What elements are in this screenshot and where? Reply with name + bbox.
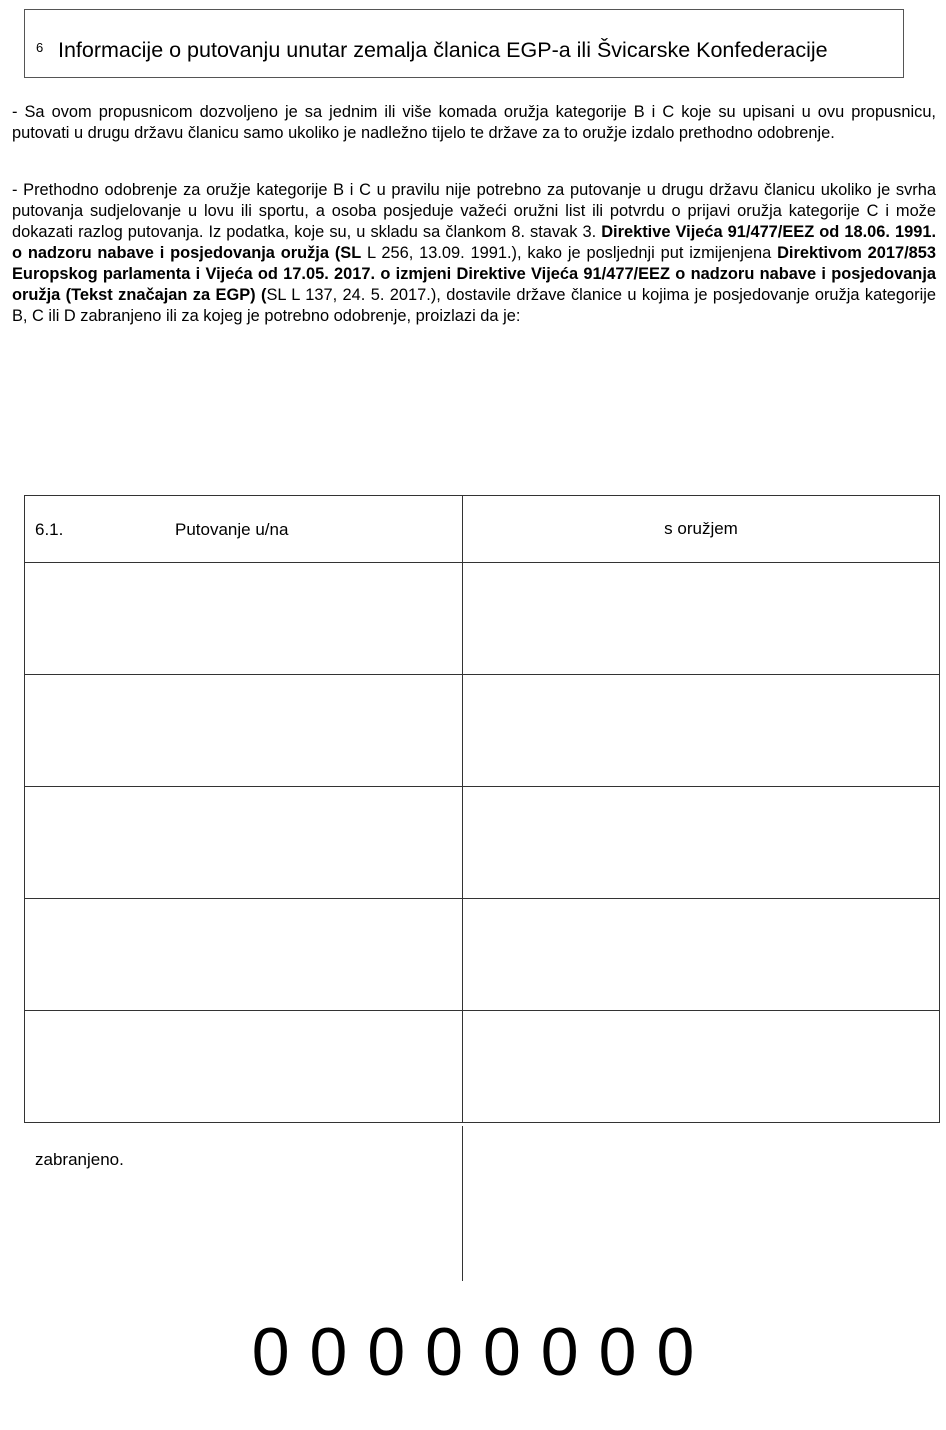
destination-cell	[25, 787, 463, 899]
destination-cell	[25, 675, 463, 787]
footer-divider	[462, 1126, 463, 1281]
table-header-row	[25, 496, 940, 563]
table-number: 6.1.	[35, 520, 64, 539]
paragraph-text: L 256, 13.09. 1991.), kako je posljednji put izmijenjena	[361, 244, 778, 262]
weapon-cell	[463, 675, 940, 787]
weapon-cell	[463, 1011, 940, 1123]
directive-amendment-bold: Direktivom 2017/853 Europskog parlamenta i Vijeća od 17.05. 2017. o izmjeni Direktive Vijeća 91/477/EEZ o nadzoru nabave i posjedovanja oružja (Tekst značajan za EGP) (	[12, 244, 936, 304]
weapon-cell	[463, 787, 940, 899]
table-row	[25, 1011, 940, 1123]
table-row	[25, 675, 940, 787]
footer-note: zabranjeno.	[35, 1150, 124, 1169]
column-header-destination: Putovanje u/na	[175, 520, 289, 539]
destination-cell	[25, 899, 463, 1011]
table-row	[25, 787, 940, 899]
weapon-cell	[463, 899, 940, 1011]
weapon-cell	[463, 563, 940, 675]
paragraph-text: - Prethodno odobrenje za oružje kategorije B i C u pravilu nije potrebno za putovanje u drugu državu članicu ukoliko je svrha putovanja sudjelovanje u lovu ili sportu, a osoba posjeduje važeći oružni list ili potvrdu o prijavi oružja kategorije C i može dokazati razlog putovanja. Iz podatka, koje su, u skladu sa člankom 8. stavak 3.	[12, 181, 936, 241]
directive-reference-bold: Direktive Vijeća 91/477/EEZ od 18.06. 1991. o nadzoru nabave i posjedovanja oružja (SL	[12, 223, 937, 262]
header-cell-destination	[25, 496, 463, 563]
table-row	[25, 899, 940, 1011]
paragraph-text: SL L 137, 24. 5. 2017.), dostavile države članice u kojima je posjedovanje oružja kategorije B, C ili D zabranjeno ili za kojeg je potrebno odobrenje, proizlazi da je:	[12, 286, 936, 325]
destination-cell	[25, 563, 463, 675]
paragraph-prior-approval	[12, 180, 936, 327]
paragraph-permit-rule: - Sa ovom propusnicom dozvoljeno je sa jednim ili više komada oružja kategorije B i C koje su upisani u ovu propusnicu, putovati u drugu državu članicu samo ukoliko je nadležno tijelo te države za to oružje izdalo prethodno odobrenje.	[12, 103, 936, 142]
section-header-box	[24, 9, 904, 78]
travel-table	[24, 495, 940, 1123]
section-title: Informacije o putovanju unutar zemalja članica EGP-a ili Švicarske Konfederacije	[58, 38, 828, 62]
section-number: 6	[36, 40, 44, 55]
serial-number: 00000000	[251, 1314, 715, 1390]
destination-cell	[25, 1011, 463, 1123]
column-header-weapon: s oružjem	[463, 496, 940, 563]
table-row	[25, 563, 940, 675]
